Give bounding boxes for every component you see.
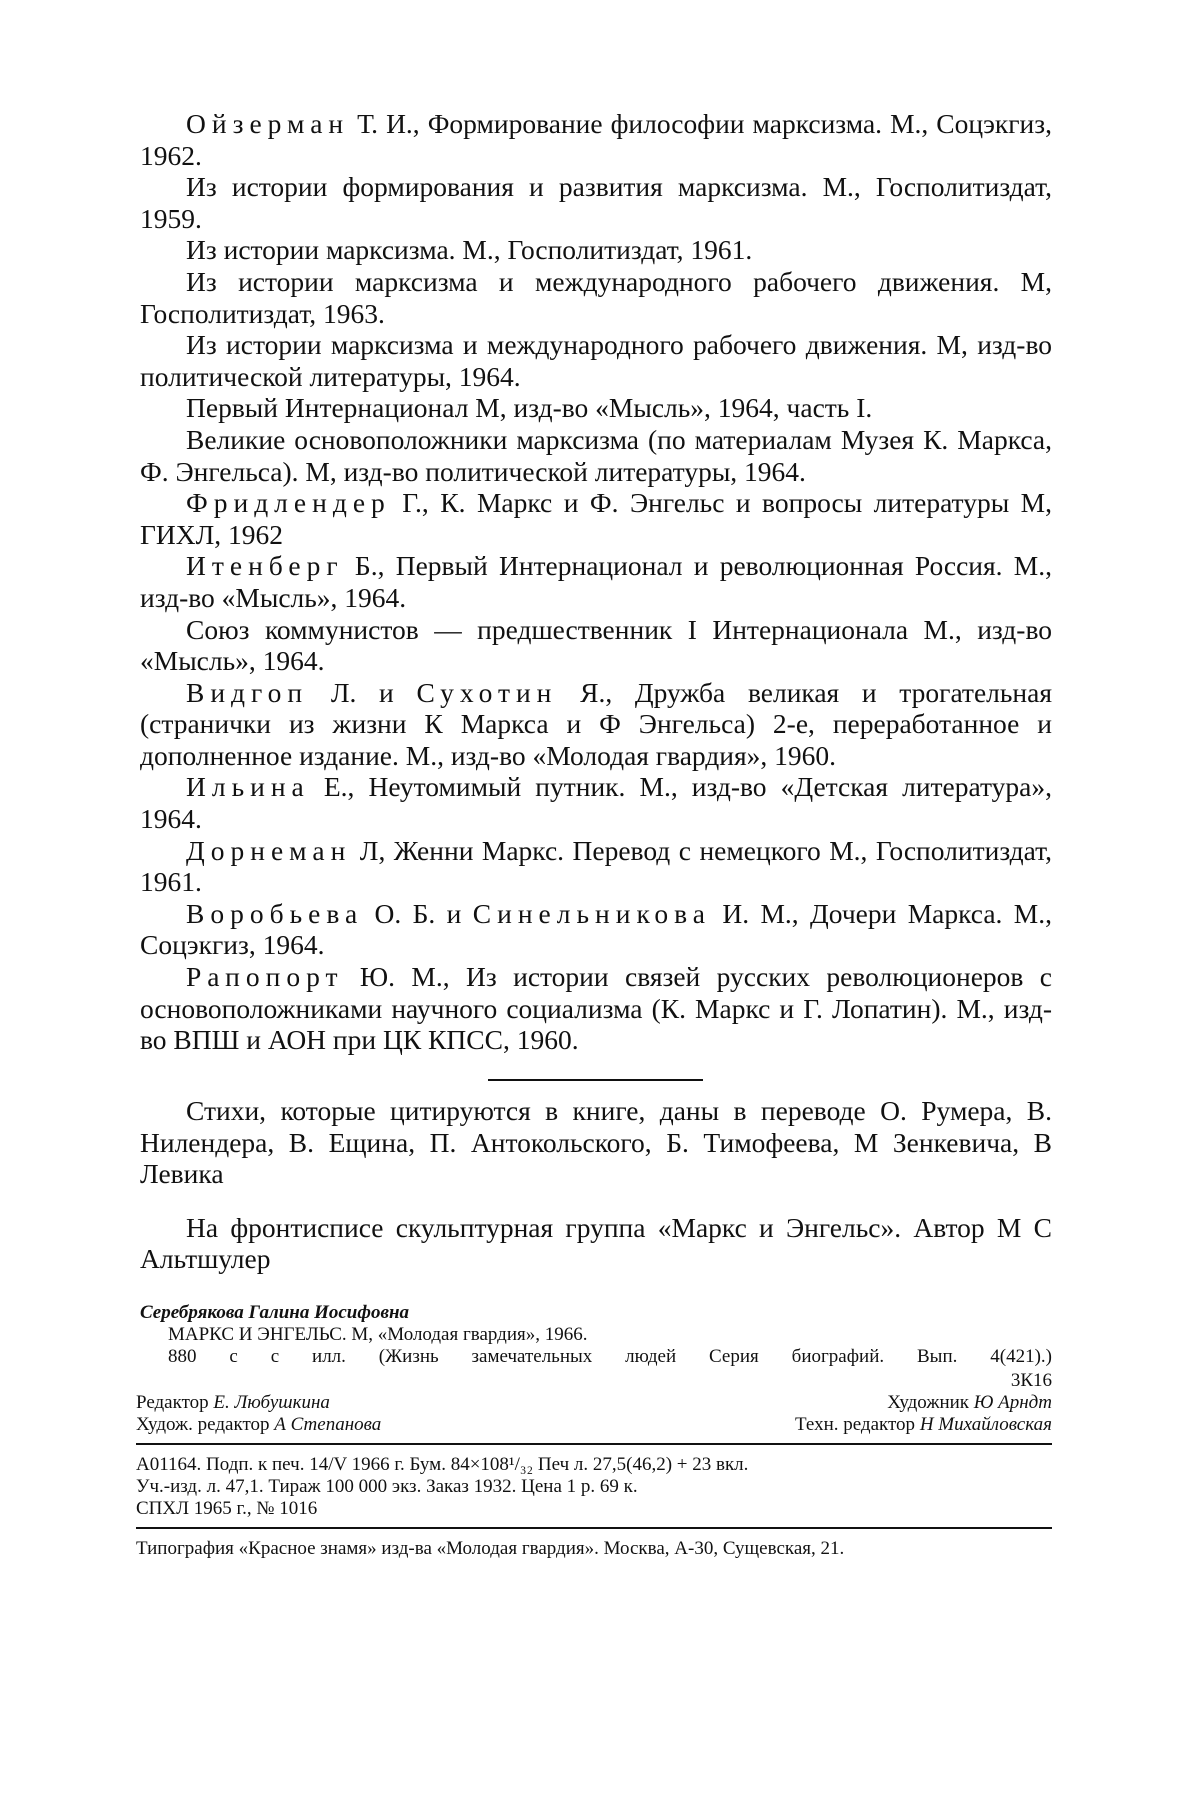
- bibliography-list: [140, 108, 1052, 1056]
- bib-entry: Первый Интернационал М, изд-во «Мысль», 1964, часть I.: [186, 392, 873, 424]
- bib-entry: Ойзерман Т. И., Формирование философии марксизма. М., Соцэкгиз, 1962.: [140, 108, 1052, 171]
- print-details-line: СПХЛ 1965 г., № 1016: [136, 1498, 318, 1519]
- bib-entry: Дорнеман Л, Женни Маркс. Перевод с немецкого М., Госполитиздат, 1961.: [140, 834, 1052, 898]
- translation-note: Стихи, которые цитируются в книге, даны в переводе О. Румера, В. Нилендера, В. Ещина, П. Антокольского, Б. Тимофеева, М Зенкевича, В Левика: [140, 1095, 1052, 1190]
- bib-author: Рапопорт: [186, 961, 344, 993]
- bib-entry: Итенберг Б., Первый Интернационал и революционная Россия. М., изд-во «Мысль», 1964.: [140, 550, 1052, 613]
- print-details-line: А01164. Подп. к печ. 14/V 1966 г. Бум. 84×108¹/₃₂ Печ л. 27,5(46,2) + 23 вкл.: [136, 1454, 749, 1475]
- tech-editor-credit: Техн. редактор Н Михайловская: [795, 1414, 1052, 1435]
- bib-entry: Союз коммунистов — предшественник I Интернационала М., изд-во «Мысль», 1964.: [140, 613, 1052, 677]
- bib-entry: Из истории марксизма и международного рабочего движения. М, изд-во политической литературы, 1964.: [140, 329, 1052, 392]
- imprint-rule: [136, 1527, 1052, 1529]
- art-editor-row: [136, 1414, 1052, 1436]
- bib-author: Фридлендер: [186, 487, 391, 519]
- bib-entry: Из истории марксизма. М., Госполитиздат, 1961.: [186, 234, 753, 266]
- bib-entry: Великие основоположники марксизма (по материалам Музея К. Маркса, Ф. Энгельса). М, изд-во политической литературы, 1964.: [140, 423, 1052, 487]
- bib-author: Итенберг: [186, 550, 344, 582]
- catalog-index: 3К16: [1010, 1370, 1052, 1391]
- bib-entry: Ильина Е., Неутомимый путник. М., изд-во «Детская литература», 1964.: [140, 771, 1052, 835]
- bib-author: Синельникова: [472, 897, 711, 929]
- bib-entry: Из истории марксизма и международного рабочего движения. М, Госполитиздат, 1963.: [140, 265, 1052, 329]
- bib-entry: Фридлендер Г., К. Маркс и Ф. Энгельс и вопросы литературы М, ГИХЛ, 1962: [140, 487, 1052, 550]
- imprint-pages: 880 с с илл. (Жизнь замечательных людей Серия биографий. Вып. 4(421).): [168, 1346, 1052, 1367]
- editor-row: [136, 1392, 1052, 1414]
- imprint-rule: [136, 1443, 1052, 1445]
- bib-entry: Из истории формирования и развития марксизма. М., Госполитиздат, 1959.: [140, 171, 1052, 234]
- imprint-block: [136, 1302, 1052, 1560]
- bib-author: Ильина: [186, 771, 310, 803]
- art-editor-credit: Худож. редактор А Степанова: [136, 1414, 382, 1435]
- imprint-title: МАРКС И ЭНГЕЛЬС. М, «Молодая гвардия», 1966.: [168, 1324, 588, 1345]
- print-details-line: Уч.-изд. л. 47,1. Тираж 100 000 экз. Заказ 1932. Цена 1 р. 69 к.: [136, 1476, 638, 1497]
- bib-author: Дорнеман: [186, 834, 352, 866]
- bib-entry: Видгоп Л. и Сухотин Я., Дружба великая и трогательная (странички из жизни К Маркса и Ф Энгельса) 2-е, переработанное и дополненное издание. М., изд-во «Молодая гвардия», 1960.: [140, 676, 1052, 771]
- frontispiece-note: На фронтисписе скульптурная группа «Маркс и Энгельс». Автор М С Альтшулер: [140, 1211, 1052, 1275]
- section-divider: [488, 1079, 703, 1081]
- bib-author: Сухотин: [416, 676, 558, 708]
- printer-info: Типография «Красное знамя» изд-ва «Молодая гвардия». Москва, А-30, Сущевская, 21.: [136, 1538, 845, 1559]
- bib-author: Воробьева: [186, 897, 364, 929]
- imprint-author: Серебрякова Галина Иосифовна: [140, 1302, 409, 1323]
- bib-author: Ойзерман: [186, 108, 350, 139]
- editor-credit: Редактор Е. Любушкина: [136, 1392, 330, 1413]
- bib-entry: Воробьева О. Б. и Синельникова И. М., Дочери Маркса. М., Соцэкгиз, 1964.: [140, 897, 1052, 961]
- bib-author: Видгоп: [186, 676, 309, 708]
- artist-credit: Художник Ю Арндт: [887, 1392, 1052, 1413]
- bib-entry: Рапопорт Ю. М., Из истории связей русских революционеров с основоположниками научного социализма (К. Маркс и Г. Лопатин). М., изд-во ВПШ и АОН при ЦК КПСС, 1960.: [140, 961, 1052, 1056]
- notes-section: [140, 1095, 1052, 1297]
